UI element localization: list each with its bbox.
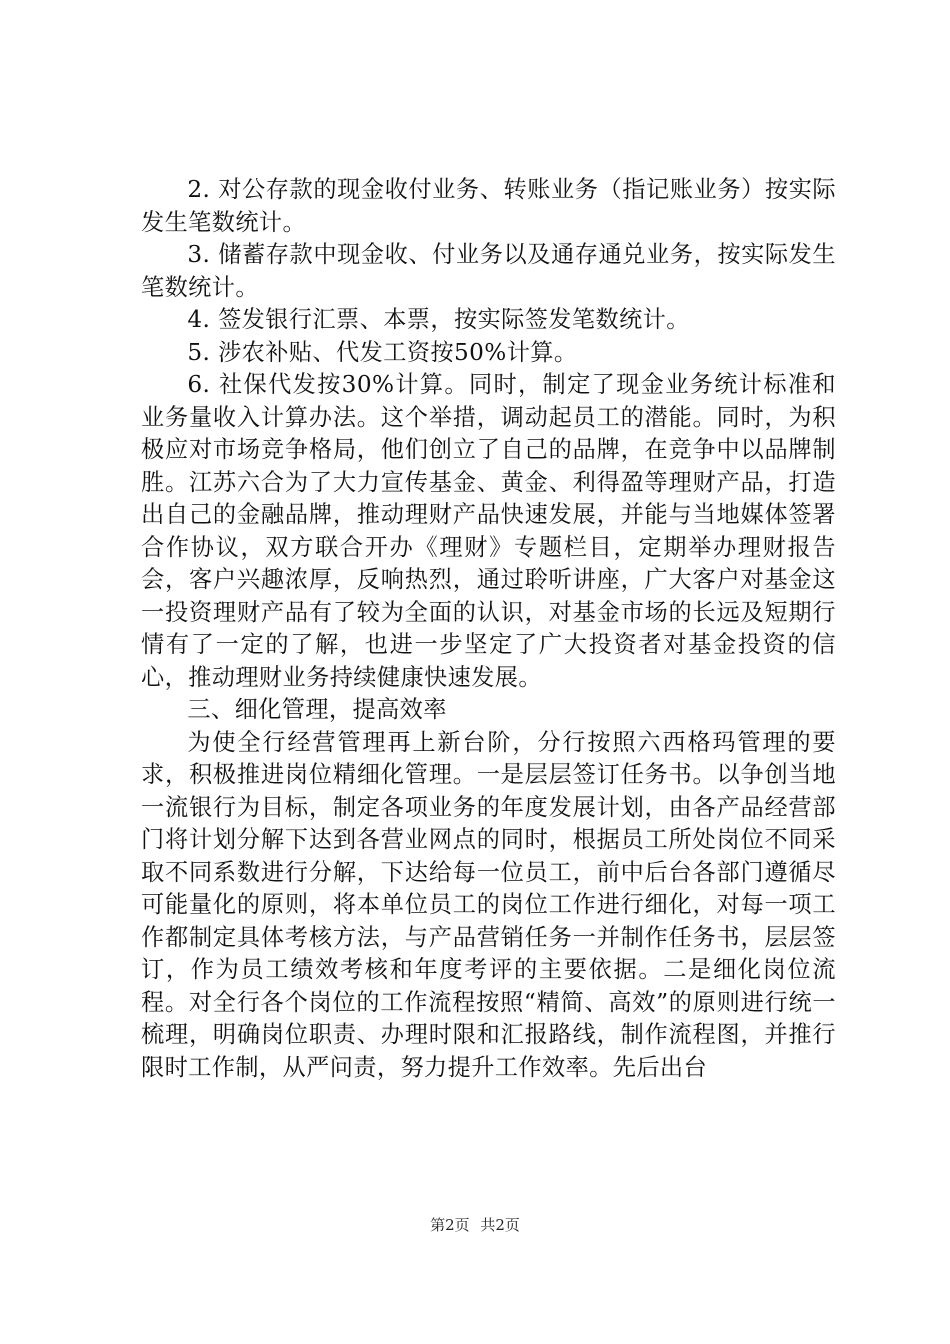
paragraph-item-2: 2. 对公存款的现金收付业务、转账业务（指记账业务）按实际发生笔数统计。 (141, 176, 836, 236)
paragraph-item-5: 5. 涉农补贴、代发工资按50%计算。 (187, 338, 578, 366)
section-heading: 三、细化管理，提高效率 (187, 696, 447, 723)
page-total: 共2页 (480, 1216, 520, 1234)
document-body (141, 174, 836, 1084)
paragraph-item-4: 4. 签发银行汇票、本票，按实际签发笔数统计。 (187, 306, 690, 333)
page-number: 第2页 (430, 1216, 470, 1234)
page-footer (0, 1214, 950, 1235)
section-paragraph: 为使全行经营管理再上新台阶，分行按照六西格玛管理的要求，积极推进岗位精细化管理。一是层层签订任务书。以争创当地一流银行为目标，制定各项业务的年度发展计划，由各产品经营部门将计划分解下达到各营业网点的同时，根据员工所处岗位不同采取不同系数进行分解，下达给每一位员工，前中后台各部门遵循尽可能量化的原则，将本单位员工的岗位工作进行细化，对每一项工作都制定具体考核方法，与产品营销任务一并制作任务书，层层签订，作为员工绩效考核和年度考评的主要依据。二是细化岗位流程。对全行各个岗位的工作流程按照“精简、高效”的原则进行统一梳理，明确岗位职责、办理时限和汇报路线，制作流程图，并推行限时工作制，从严问责，努力提升工作效率。先后出台 (141, 728, 836, 1081)
paragraph-item-3: 3. 储蓄存款中现金收、付业务以及通存通兑业务，按实际发生笔数统计。 (141, 241, 836, 301)
paragraph-item-6: 6. 社保代发按30%计算。同时，制定了现金业务统计标准和业务量收入计算办法。这个举措，调动起员工的潜能。同时，为积极应对市场竞争格局，他们创立了自己的品牌，在竞争中以品牌制胜。江苏六合为了大力宣传基金、黄金、利得盈等理财产品，打造出自己的金融品牌，推动理财产品快速发展，并能与当地媒体签署合作协议，双方联合开办《理财》专题栏目，定期举办理财报告会，客户兴趣浓厚，反响热烈，通过聆听讲座，广大客户对基金这一投资理财产品有了较为全面的认识，对基金市场的长远及短期行情有了一定的了解，也进一步坚定了广大投资者对基金投资的信心，推动理财业务持续健康快速发展。 (141, 371, 836, 691)
